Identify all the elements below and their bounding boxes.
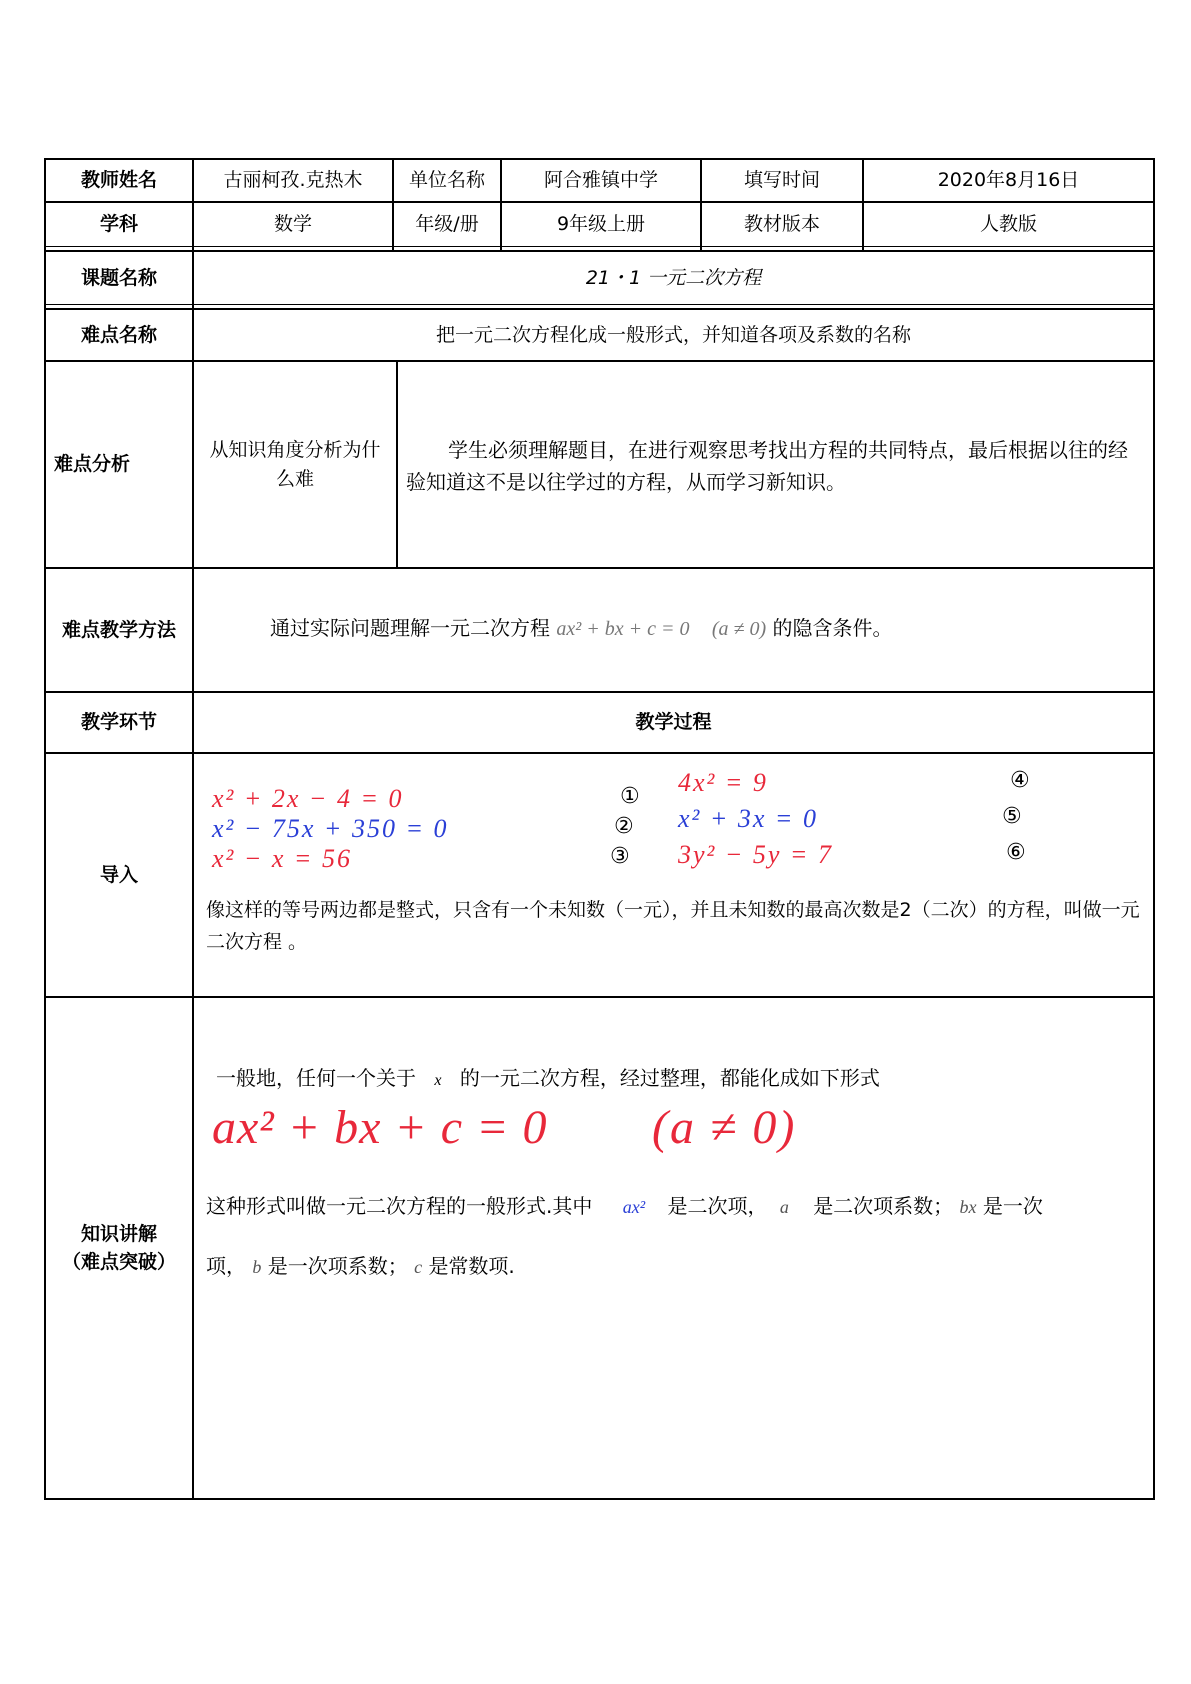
equation-number-1: ① bbox=[620, 784, 640, 809]
row-divider bbox=[44, 752, 1155, 754]
knowledge-line3-d: 是一次 bbox=[982, 1194, 1043, 1218]
method-text-before: 通过实际问题理解一元二次方程 bbox=[270, 616, 550, 640]
knowledge-line3-a: 这种形式叫做一元二次方程的一般形式.其中 bbox=[206, 1194, 593, 1218]
difficulty-label: 难点名称 bbox=[80, 323, 157, 346]
method-equation: ax² + bx + c = 0 bbox=[556, 618, 690, 640]
equation-6: 3y² − 5y = 7 bbox=[678, 840, 833, 869]
general-form-equation: ax² + bx + c = 0 bbox=[212, 1101, 548, 1154]
process-section-title: 教学过程 bbox=[635, 711, 712, 734]
grade-label: 年级/册 bbox=[415, 213, 479, 236]
equation-1: x² + 2x − 4 = 0 bbox=[212, 784, 404, 813]
row-divider bbox=[44, 304, 1155, 305]
topic-value: 21・1 一元二次方程 bbox=[585, 266, 762, 289]
knowledge-line4-a: 项， bbox=[206, 1254, 246, 1278]
knowledge-line-3 bbox=[206, 1190, 1146, 1223]
method-text bbox=[270, 612, 1140, 645]
difficulty-value: 把一元二次方程化成一般形式，并知道各项及系数的名称 bbox=[435, 323, 911, 346]
term-quadratic: ax² bbox=[622, 1197, 646, 1217]
intro-definition: 像这样的等号两边都是整式，只含有一个未知数（一元），并且未知数的最高次数是2（二次）的方程，叫做一元二次方程 。 bbox=[206, 899, 1140, 953]
knowledge-line1-before: 一般地，任何一个关于 bbox=[216, 1066, 416, 1090]
topic-label: 课题名称 bbox=[80, 266, 157, 289]
knowledge-label bbox=[46, 998, 192, 1498]
term-b: b bbox=[252, 1257, 262, 1277]
date-label: 填写时间 bbox=[743, 169, 820, 192]
column-divider bbox=[396, 362, 398, 568]
knowledge-line4-b: 是一次项系数； bbox=[267, 1254, 408, 1278]
equation-number-4: ④ bbox=[1010, 768, 1030, 793]
row-divider bbox=[44, 567, 1155, 569]
date-value: 2020年8月16日 bbox=[937, 169, 1080, 192]
subject-value: 数学 bbox=[273, 213, 312, 236]
method-label: 难点教学方法 bbox=[61, 618, 176, 641]
equation-3: x² − x = 56 bbox=[212, 844, 352, 873]
equation-4: 4x² = 9 bbox=[678, 768, 768, 797]
subject-label: 学科 bbox=[99, 213, 138, 236]
equation-number-6: ⑥ bbox=[1006, 840, 1026, 865]
knowledge-line1-after: 的一元二次方程，经过整理，都能化成如下形式 bbox=[459, 1066, 880, 1090]
analysis-text: 学生必须理解题目，在进行观察思考找出方程的共同特点，最后根据以往的经验知道这不是以往学过的方程，从而学习新知识。 bbox=[406, 438, 1128, 494]
term-a: a bbox=[779, 1197, 789, 1217]
unit-name: 阿合雅镇中学 bbox=[543, 169, 658, 192]
knowledge-line4-c: 是常数项. bbox=[428, 1254, 515, 1278]
process-section-label: 教学环节 bbox=[80, 711, 157, 734]
knowledge-line3-b: 是二次项， bbox=[667, 1194, 768, 1218]
knowledge-line-1 bbox=[216, 1062, 1146, 1097]
knowledge-label-line2: （难点突破） bbox=[61, 1251, 176, 1273]
unit-label: 单位名称 bbox=[408, 169, 485, 192]
method-condition: (a ≠ 0) bbox=[711, 618, 767, 640]
equation-number-5: ⑤ bbox=[1002, 804, 1022, 829]
method-text-after: 的隐含条件。 bbox=[772, 616, 893, 640]
intro-label: 导入 bbox=[99, 863, 138, 886]
knowledge-label-line1: 知识讲解 bbox=[80, 1222, 157, 1245]
variable-x: x bbox=[434, 1072, 442, 1089]
analysis-label: 难点分析 bbox=[54, 453, 131, 476]
term-bx: bx bbox=[959, 1197, 977, 1217]
teacher-name: 古丽柯孜.克热木 bbox=[223, 169, 363, 192]
general-form-condition: (a ≠ 0) bbox=[652, 1101, 797, 1154]
teacher-label: 教师姓名 bbox=[80, 169, 157, 192]
knowledge-line3-c: 是二次项系数； bbox=[813, 1194, 954, 1218]
grade-value: 9年级上册 bbox=[556, 213, 646, 236]
equation-number-2: ② bbox=[614, 814, 634, 839]
edition-value: 人教版 bbox=[979, 213, 1037, 236]
row-divider bbox=[44, 996, 1155, 998]
equation-5: x² + 3x = 0 bbox=[678, 804, 818, 833]
analysis-sub-label: 从知识角度分析为什么难 bbox=[209, 439, 381, 490]
row-divider bbox=[44, 246, 1155, 247]
equation-number-3: ③ bbox=[610, 844, 630, 869]
term-c: c bbox=[414, 1257, 423, 1277]
knowledge-line-4 bbox=[206, 1250, 1146, 1283]
equation-2: x² − 75x + 350 = 0 bbox=[212, 814, 449, 843]
edition-label: 教材版本 bbox=[743, 213, 820, 236]
